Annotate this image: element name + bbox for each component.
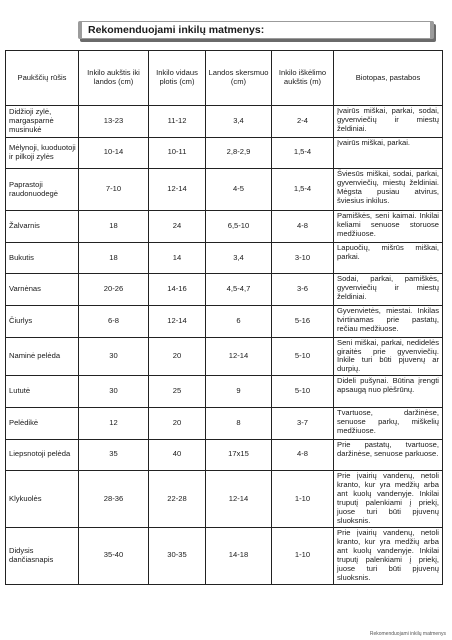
table-row [6,169,443,211]
height-cell: 12 [79,407,149,439]
table-row [6,527,443,584]
notes-cell: Šviesūs miškai, sodai, parkai, gyvenviečių, miestų želdiniai. Mėgsta pusiau atvirus, šviesius inkilus. [334,169,443,211]
table-row [6,242,443,274]
species-cell: Mėlynoji, kuoduotoji ir pilkoji zylės [6,137,79,169]
hole-cell: 12-14 [206,337,272,376]
species-cell: Liepsnotoji pelėda [6,439,79,471]
hole-cell: 17x15 [206,439,272,471]
species-cell: Didysis dančiasnapis [6,527,79,584]
title-frame [78,21,434,39]
mount-cell: 4-8 [272,439,334,471]
hole-cell: 3,4 [206,106,272,138]
width-cell: 20 [149,407,206,439]
notes-cell: Dideli pušynai. Būtina įrengti apsaugą nuo plėšrūnų. [334,376,443,408]
column-header: Inkilo aukštis iki landos (cm) [79,51,149,106]
hole-cell: 4,5-4,7 [206,274,272,306]
width-cell: 20 [149,337,206,376]
table-row [6,305,443,337]
table-row [6,211,443,243]
mount-cell: 1-10 [272,527,334,584]
height-cell: 18 [79,211,149,243]
notes-cell: Pamiškės, seni kaimai. Inkilai keliami senuose storuose medžiuose. [334,211,443,243]
mount-cell: 5-10 [272,376,334,408]
hole-cell: 14-18 [206,527,272,584]
table-row [6,274,443,306]
mount-cell: 4-8 [272,211,334,243]
height-cell: 7-10 [79,169,149,211]
mount-cell: 1-10 [272,471,334,528]
species-cell: Čiurlys [6,305,79,337]
width-cell: 14 [149,242,206,274]
hole-cell: 9 [206,376,272,408]
table-row [6,137,443,169]
notes-cell: Sodai, parkai, pamiškės, gyvenviečių ir miestų želdiniai. [334,274,443,306]
notes-cell: Įvairūs miškai, parkai, sodai, gyvenviečių ir miestų želdiniai. [334,106,443,138]
width-cell: 10-11 [149,137,206,169]
column-header: Biotopas, pastabos [334,51,443,106]
notes-cell: Prie pastatų, tvartuose, daržinėse, senuose parkuose. [334,439,443,471]
species-cell: Žalvarnis [6,211,79,243]
width-cell: 24 [149,211,206,243]
height-cell: 18 [79,242,149,274]
column-header: Inkilo vidaus plotis (cm) [149,51,206,106]
mount-cell: 3-6 [272,274,334,306]
table-row [6,407,443,439]
width-cell: 11-12 [149,106,206,138]
species-cell: Paprastoji raudonuodegė [6,169,79,211]
height-cell: 10-14 [79,137,149,169]
hole-cell: 4-5 [206,169,272,211]
hole-cell: 8 [206,407,272,439]
width-cell: 30-35 [149,527,206,584]
hole-cell: 3,4 [206,242,272,274]
mount-cell: 5-10 [272,337,334,376]
hole-cell: 6,5-10 [206,211,272,243]
mount-cell: 1,5-4 [272,137,334,169]
species-cell: Pelėdikė [6,407,79,439]
table-row [6,471,443,528]
mount-cell: 3-7 [272,407,334,439]
column-header: Paukščių rūšis [6,51,79,106]
species-cell: Didžioji zylė, margasparnė musinukė [6,106,79,138]
width-cell: 25 [149,376,206,408]
species-cell: Naminė pelėda [6,337,79,376]
height-cell: 30 [79,337,149,376]
notes-cell: Tvartuose, daržinėse, senuose parkų, miškelių medžiuose. [334,407,443,439]
table-header-row [6,51,443,106]
width-cell: 12-14 [149,169,206,211]
table-row [6,439,443,471]
nest-box-table [5,50,443,585]
width-cell: 14-16 [149,274,206,306]
mount-cell: 2-4 [272,106,334,138]
column-header: Landos skersmuo (cm) [206,51,272,106]
page-title: Rekomenduojami inkilų matmenys: [82,22,430,38]
hole-cell: 6 [206,305,272,337]
notes-cell: Gyvenvietės, miestai. Inkilas tvirtinamas prie pastatų, rečiau medžiuose. [334,305,443,337]
notes-cell: Lapuočių, mišrūs miškai, parkai. [334,242,443,274]
species-cell: Varnėnas [6,274,79,306]
hole-cell: 12-14 [206,471,272,528]
watermark: Rekomenduojami inkilų matmenys [369,631,446,637]
height-cell: 30 [79,376,149,408]
table-row [6,376,443,408]
mount-cell: 1,5-4 [272,169,334,211]
notes-cell: Seni miškai, parkai, nedidelės giraitės prie gyvenviečių. Inkile turi būti pjuvenų ar durpių. [334,337,443,376]
hole-cell: 2,8-2,9 [206,137,272,169]
width-cell: 40 [149,439,206,471]
height-cell: 20-26 [79,274,149,306]
height-cell: 35-40 [79,527,149,584]
height-cell: 6-8 [79,305,149,337]
column-header: Inkilo iškėlimo aukštis (m) [272,51,334,106]
species-cell: Lututė [6,376,79,408]
height-cell: 13-23 [79,106,149,138]
table-row [6,106,443,138]
notes-cell: Prie įvairių vandenų, netoli kranto, kur yra medžių arba ant kuolų vandenyje. Inkilai truputį palenkiami į priekį, juose turi būti pjuvenų sluoksnis. [334,527,443,584]
height-cell: 28-36 [79,471,149,528]
species-cell: Klykuolės [6,471,79,528]
notes-cell: Prie įvairių vandenų, netoli kranto, kur yra medžių arba ant kuolų vandenyje. Inkilai truputį palenkiami į priekį, juose turi būti pjuvenų sluoksnis. [334,471,443,528]
notes-cell: Įvairūs miškai, parkai. [334,137,443,169]
species-cell: Bukutis [6,242,79,274]
height-cell: 35 [79,439,149,471]
width-cell: 22-28 [149,471,206,528]
mount-cell: 3-10 [272,242,334,274]
table-row [6,337,443,376]
width-cell: 12-14 [149,305,206,337]
mount-cell: 5-16 [272,305,334,337]
